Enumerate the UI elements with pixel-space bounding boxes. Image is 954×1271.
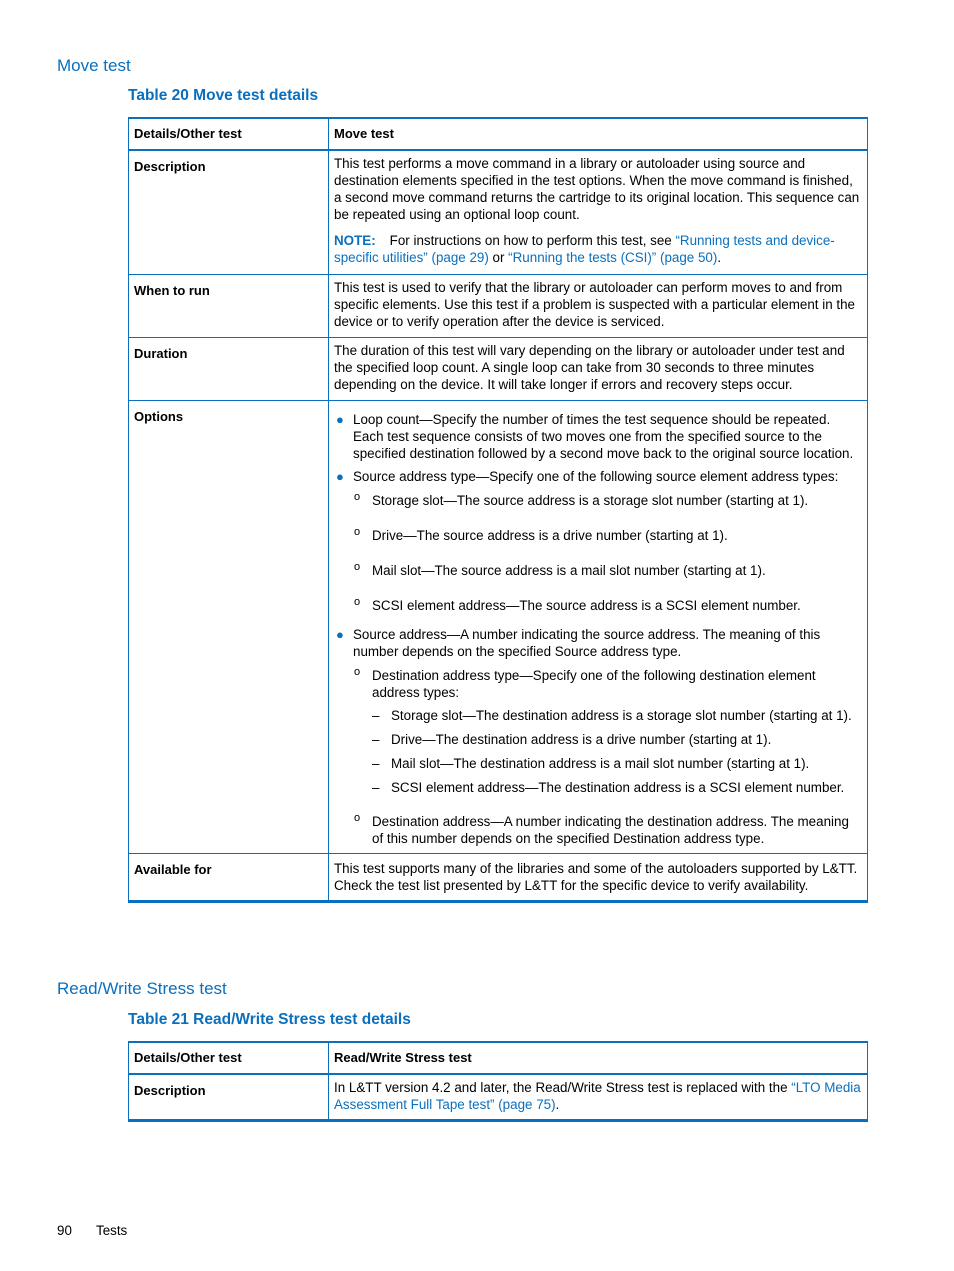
move-test-table xyxy=(128,117,868,903)
row-label-duration: Duration xyxy=(129,338,329,401)
circle-bullet-icon: o xyxy=(354,812,361,824)
list-item xyxy=(353,492,862,509)
row-label-available-for: Available for xyxy=(129,854,329,902)
dest-type-storage-slot: Storage slot—The destination address is a storage slot number (starting at 1). xyxy=(391,708,852,723)
option-source-type: Source address type—Specify one of the following source element address types: xyxy=(353,469,839,484)
link-lto-media-assessment[interactable]: “LTO Media Assessment Full Tape test” (page 75) xyxy=(334,1080,861,1112)
row-value-options xyxy=(329,401,868,854)
circle-bullet-icon: o xyxy=(354,561,361,573)
dest-type: Destination address type—Specify one of the following destination element address types: xyxy=(372,668,816,700)
link-running-tests-csi[interactable]: “Running the tests (CSI)” (page 50) xyxy=(508,250,718,265)
row-value-description xyxy=(329,1074,868,1121)
header-col1: Details/Other test xyxy=(129,118,329,150)
dest-types-list xyxy=(372,707,862,796)
list-item xyxy=(334,626,862,847)
options-list xyxy=(334,411,862,847)
row-label-when-to-run: When to run xyxy=(129,275,329,338)
note-or: or xyxy=(488,250,509,265)
header-col2: Read/Write Stress test xyxy=(329,1042,868,1074)
table-row xyxy=(129,275,868,338)
option-source-address: Source address—A number indicating the source address. The meaning of this number depends on the specified Source address type. xyxy=(353,627,821,659)
note-label: NOTE: xyxy=(334,233,376,248)
dash-bullet-icon: – xyxy=(372,732,380,747)
table-row xyxy=(129,854,868,902)
table-row xyxy=(129,1074,868,1121)
row-label-description: Description xyxy=(129,150,329,275)
list-item xyxy=(372,707,862,724)
dash-bullet-icon: – xyxy=(372,708,380,723)
description-text: This test performs a move command in a library or autoloader using source and destination elements specified in the test options. When the move command is finished, a second move command returns the cartridge to its original location. This sequence can be repeated using an optional loop count. xyxy=(334,156,860,222)
list-item xyxy=(353,527,862,544)
page-footer xyxy=(57,1223,127,1238)
footer-section: Tests xyxy=(96,1223,128,1238)
circle-bullet-icon: o xyxy=(354,491,361,503)
dest-type-scsi: SCSI element address—The destination address is a SCSI element number. xyxy=(391,780,845,795)
description-text: In L&TT version 4.2 and later, the Read/Write Stress test is replaced with the xyxy=(334,1080,792,1095)
dest-type-mail-slot: Mail slot—The destination address is a mail slot number (starting at 1). xyxy=(391,756,810,771)
list-item xyxy=(353,813,862,847)
table-header-row xyxy=(129,118,868,150)
note xyxy=(334,232,862,266)
table-row xyxy=(129,338,868,401)
note-text: For instructions on how to perform this test, see xyxy=(389,233,676,248)
section-heading-read-write-stress-test: Read/Write Stress test xyxy=(57,979,227,998)
table-caption-move-test: Table 20 Move test details xyxy=(128,87,319,104)
table-row xyxy=(129,150,868,275)
table-caption-read-write-stress-test: Table 21 Read/Write Stress test details xyxy=(128,1011,411,1028)
row-value-available-for: This test supports many of the libraries and some of the autoloaders supported by L&TT. Check the test list presented by L&TT for the specific device to verify availability. xyxy=(329,854,868,902)
list-item xyxy=(353,597,862,614)
list-item xyxy=(353,667,862,796)
list-item xyxy=(353,562,862,579)
list-item xyxy=(372,779,862,796)
header-col1: Details/Other test xyxy=(129,1042,329,1074)
row-value-when-to-run: This test is used to verify that the library or autoloader can perform moves to and from specific elements. Use this test if a problem is suspected with a particular element in the device or to verify operation after the device is serviced. xyxy=(329,275,868,338)
list-item xyxy=(372,731,862,748)
source-types-list xyxy=(353,492,862,614)
list-item xyxy=(334,468,862,614)
source-type-mail-slot: Mail slot—The source address is a mail slot number (starting at 1). xyxy=(372,563,766,578)
table-row xyxy=(129,401,868,854)
section-heading-move-test: Move test xyxy=(57,56,131,75)
circle-bullet-icon: o xyxy=(354,596,361,608)
note-end: . xyxy=(717,250,722,265)
dash-bullet-icon: – xyxy=(372,780,380,795)
list-item xyxy=(334,411,862,462)
dash-bullet-icon: – xyxy=(372,756,380,771)
bullet-icon: ● xyxy=(336,412,344,427)
source-address-list xyxy=(353,667,862,847)
bullet-icon: ● xyxy=(336,469,344,484)
source-type-storage-slot: Storage slot—The source address is a storage slot number (starting at 1). xyxy=(372,493,809,508)
row-label-options: Options xyxy=(129,401,329,854)
row-value-duration: The duration of this test will vary depending on the library or autoloader under test and the specified loop count. A single loop can take from 30 seconds to three minutes depending on the device. It will take longer if errors and recovery steps occur. xyxy=(329,338,868,401)
row-label-description: Description xyxy=(129,1074,329,1121)
source-type-scsi: SCSI element address—The source address is a SCSI element number. xyxy=(372,598,801,613)
list-item xyxy=(372,755,862,772)
row-value-description xyxy=(329,150,868,275)
bullet-icon: ● xyxy=(336,627,344,642)
page-number: 90 xyxy=(57,1223,72,1238)
source-type-drive: Drive—The source address is a drive number (starting at 1). xyxy=(372,528,728,543)
option-loop-count: Loop count—Specify the number of times the test sequence should be repeated. Each test sequence consists of two moves one from the specified source to the specified destination followed by a second move back to the original source location. xyxy=(353,412,854,461)
dest-type-drive: Drive—The destination address is a drive number (starting at 1). xyxy=(391,732,772,747)
circle-bullet-icon: o xyxy=(354,526,361,538)
circle-bullet-icon: o xyxy=(354,666,361,678)
table-header-row xyxy=(129,1042,868,1074)
link-running-tests[interactable]: “Running tests and device-specific utilities” (page 29) xyxy=(334,233,835,265)
read-write-stress-test-table xyxy=(128,1041,868,1122)
dest-address: Destination address—A number indicating the destination address. The meaning of this number depends on the specified Destination address type. xyxy=(372,814,849,846)
description-end: . xyxy=(555,1097,560,1112)
header-col2: Move test xyxy=(329,118,868,150)
